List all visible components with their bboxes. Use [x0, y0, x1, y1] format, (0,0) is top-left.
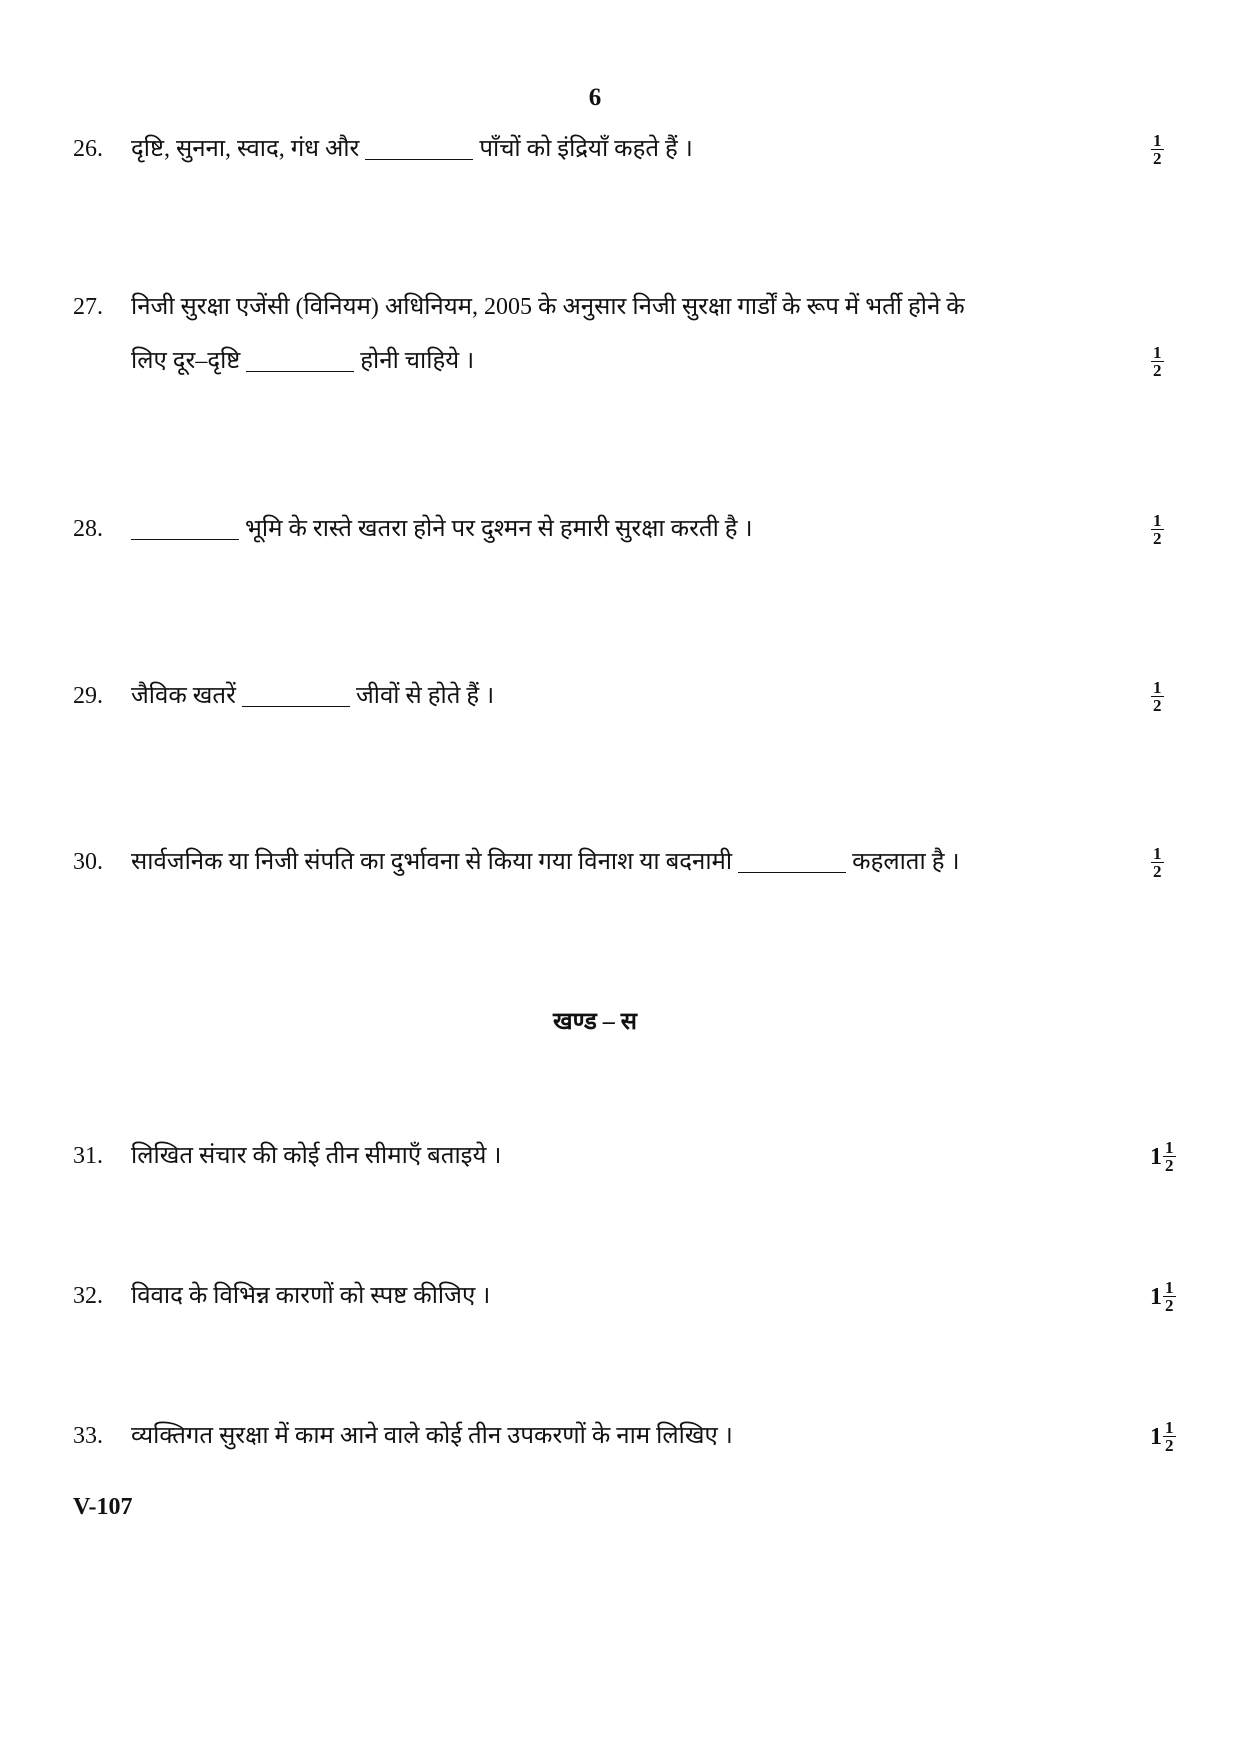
question-line: [0, 1139, 1241, 1173]
marks-denominator: 2: [1165, 1436, 1174, 1455]
question-31: [0, 1139, 1241, 1173]
answer-blank: [242, 705, 350, 707]
question-30: [0, 845, 1241, 879]
page-number: 6: [588, 84, 602, 111]
marks-numerator: 1: [1153, 844, 1162, 863]
question-number: 30.: [73, 849, 103, 875]
text-after-blank: पाँचों को इंद्रियाँ कहते हैं ।: [479, 136, 693, 162]
text-after-blank: जीवों से होते हैं ।: [355, 683, 495, 709]
marks-numerator: 1: [1153, 343, 1162, 362]
marks-numerator: 1: [1165, 1138, 1174, 1157]
question-line: [0, 1279, 1241, 1313]
marks: [1150, 1279, 1176, 1314]
question-line: [0, 845, 1241, 879]
question-33: [0, 1419, 1241, 1453]
paper-code: V-107: [73, 1494, 133, 1520]
question-29: [0, 679, 1241, 713]
answer-blank: [738, 871, 846, 873]
marks: [1150, 1139, 1176, 1174]
marks-denominator: 2: [1165, 1156, 1174, 1175]
question-line: [0, 1419, 1241, 1453]
question-number: 26.: [73, 136, 103, 162]
question-32: [0, 1279, 1241, 1313]
marks: [1150, 512, 1164, 547]
marks-whole: 1: [1150, 1283, 1162, 1310]
text-after-blank: होनी चाहिये ।: [360, 348, 475, 374]
answer-blank: [131, 538, 239, 540]
marks: [1150, 132, 1164, 167]
marks-whole: 1: [1150, 1143, 1162, 1170]
question-text: [131, 679, 494, 713]
marks-denominator: 2: [1153, 862, 1162, 881]
question-line: [0, 679, 1241, 713]
marks-fraction: [1151, 132, 1164, 167]
question-number: 33.: [73, 1423, 103, 1449]
answer-blank: [365, 158, 473, 160]
text-before-blank: लिए दूर–दृष्टि: [131, 348, 241, 374]
marks-whole: 1: [1150, 1423, 1162, 1450]
question-number: 32.: [73, 1283, 103, 1309]
answer-blank: [246, 370, 354, 372]
question-line: [0, 132, 1241, 166]
question-number: 31.: [73, 1143, 103, 1169]
question-text: निजी सुरक्षा एजेंसी (विनियम) अधिनियम, 2005 के अनुसार निजी सुरक्षा गार्डों के रूप में भर्ती होने के: [131, 294, 965, 320]
text-before-blank: सार्वजनिक या निजी संपति का दुर्भावना से किया गया विनाश या बदनामी: [131, 849, 733, 875]
question-text: विवाद के विभिन्न कारणों को स्पष्ट कीजिए ।: [131, 1283, 491, 1309]
question-28: [0, 512, 1241, 546]
question-text: [131, 132, 693, 166]
marks-fraction: [1163, 1139, 1176, 1174]
question-line: [0, 512, 1241, 546]
question-text: [131, 845, 960, 879]
marks-numerator: 1: [1153, 131, 1162, 150]
marks: [1150, 344, 1164, 379]
marks-fraction: [1151, 512, 1164, 547]
question-27: [0, 290, 1241, 378]
text-after-blank: कहलाता है ।: [852, 849, 960, 875]
marks-numerator: 1: [1165, 1278, 1174, 1297]
marks-denominator: 2: [1153, 361, 1162, 380]
question-number: 28.: [73, 516, 103, 542]
marks-denominator: 2: [1153, 149, 1162, 168]
question-line: [0, 344, 1241, 378]
marks: [1150, 1419, 1176, 1454]
marks: [1150, 679, 1164, 714]
marks-numerator: 1: [1153, 511, 1162, 530]
marks: [1150, 845, 1164, 880]
marks-denominator: 2: [1165, 1296, 1174, 1315]
question-line: [0, 290, 1241, 324]
question-number: 27.: [73, 294, 103, 320]
marks-numerator: 1: [1153, 678, 1162, 697]
marks-fraction: [1163, 1279, 1176, 1314]
question-text: [131, 344, 474, 378]
question-number: 29.: [73, 683, 103, 709]
marks-denominator: 2: [1153, 696, 1162, 715]
text-before-blank: दृष्टि, सुनना, स्वाद, गंध और: [131, 136, 360, 162]
marks-fraction: [1163, 1419, 1176, 1454]
question-text: [131, 512, 753, 546]
question-26: [0, 132, 1241, 166]
question-text: व्यक्तिगत सुरक्षा में काम आने वाले कोई तीन उपकरणों के नाम लिखिए ।: [131, 1423, 733, 1449]
marks-numerator: 1: [1165, 1418, 1174, 1437]
marks-fraction: [1151, 845, 1164, 880]
marks-fraction: [1151, 344, 1164, 379]
section-heading: खण्ड – स: [552, 1009, 638, 1035]
text-before-blank: जैविक खतरें: [131, 683, 236, 709]
question-text: लिखित संचार की कोई तीन सीमाएँ बताइये ।: [131, 1143, 502, 1169]
marks-denominator: 2: [1153, 529, 1162, 548]
text-after-blank: भूमि के रास्ते खतरा होने पर दुश्मन से हमारी सुरक्षा करती है ।: [245, 516, 753, 542]
marks-fraction: [1151, 679, 1164, 714]
